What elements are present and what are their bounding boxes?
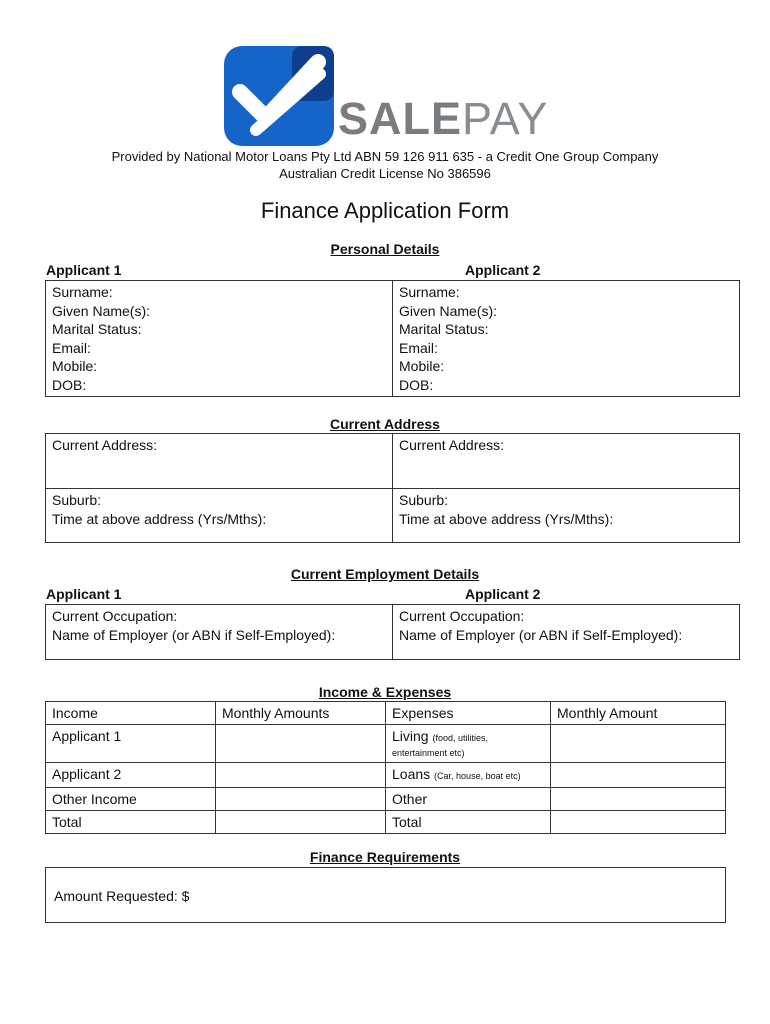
applicant-1-label: Applicant 1 xyxy=(46,262,122,278)
employment-table xyxy=(45,604,740,660)
surname-field: Surname: xyxy=(52,284,113,300)
applicant-1-address-field[interactable] xyxy=(46,434,393,489)
amount-requested-field[interactable] xyxy=(45,867,726,923)
provider-info xyxy=(0,148,770,182)
income-other-amount[interactable] xyxy=(216,788,386,811)
income-applicant-1-amount[interactable] xyxy=(216,725,386,763)
provider-line-2: Australian Credit License No 386596 xyxy=(279,166,491,181)
expenses-col-header: Expenses xyxy=(386,702,551,725)
monthly-amounts-col-header: Monthly Amounts xyxy=(216,702,386,725)
loans-note: (Car, house, boat etc) xyxy=(434,771,521,781)
given-names-field: Given Name(s): xyxy=(399,302,498,319)
applicant-2-address-field[interactable] xyxy=(393,434,740,489)
brand-wordmark xyxy=(338,93,549,144)
personal-details-heading: Personal Details xyxy=(330,241,440,257)
personal-details-table xyxy=(45,280,740,397)
applicant-1-employment[interactable] xyxy=(46,605,393,660)
income-expenses-table xyxy=(45,701,726,834)
expense-other-amount[interactable] xyxy=(551,788,726,811)
applicant-2-employment[interactable] xyxy=(393,605,740,660)
mobile-field: Mobile: xyxy=(399,358,445,374)
loans-label: Loans xyxy=(392,766,431,782)
suburb-label: Suburb: xyxy=(399,492,449,508)
expense-total-amount[interactable] xyxy=(551,811,726,834)
applicant-1-suburb-time[interactable] xyxy=(46,489,393,543)
income-applicant-1: Applicant 1 xyxy=(46,725,216,763)
marital-status-field: Marital Status: xyxy=(52,321,142,337)
suburb-label: Suburb: xyxy=(52,492,102,508)
email-field: Email: xyxy=(399,339,438,356)
provider-line-1: Provided by National Motor Loans Pty Ltd ABN 59 126 911 635 - a Credit One Group Company xyxy=(111,149,659,164)
occupation-label: Current Occupation: xyxy=(399,608,525,624)
email-field: Email: xyxy=(52,339,91,356)
income-total: Total xyxy=(46,811,216,834)
applicant-2-personal[interactable] xyxy=(393,281,740,397)
monthly-amount-col-header: Monthly Amount xyxy=(551,702,726,725)
expense-other: Other xyxy=(386,788,551,811)
expense-loans-amount[interactable] xyxy=(551,763,726,788)
mobile-field: Mobile: xyxy=(52,358,98,374)
marital-status-field: Marital Status: xyxy=(399,321,489,337)
income-col-header: Income xyxy=(46,702,216,725)
current-address-label: Current Address: xyxy=(399,437,505,453)
applicant-2-suburb-time[interactable] xyxy=(393,489,740,543)
dob-field: DOB: xyxy=(399,376,434,393)
time-at-address-label: Time at above address (Yrs/Mths): xyxy=(399,510,614,527)
surname-field: Surname: xyxy=(399,284,460,300)
living-note: (food, utilities, xyxy=(432,733,489,743)
expense-living xyxy=(386,725,551,763)
salepay-logo xyxy=(222,44,552,152)
income-other: Other Income xyxy=(46,788,216,811)
employment-applicant-2-label: Applicant 2 xyxy=(465,586,541,602)
current-address-table xyxy=(45,433,740,543)
current-address-heading: Current Address xyxy=(330,416,440,432)
check-mark-icon xyxy=(222,44,352,152)
employer-label: Name of Employer (or ABN if Self-Employed): xyxy=(399,626,683,643)
expense-total: Total xyxy=(386,811,551,834)
given-names-field: Given Name(s): xyxy=(52,302,151,319)
applicant-1-personal[interactable] xyxy=(46,281,393,397)
brand-pay: PAY xyxy=(462,93,549,144)
income-applicant-2-amount[interactable] xyxy=(216,763,386,788)
time-at-address-label: Time at above address (Yrs/Mths): xyxy=(52,510,267,527)
brand-sale: SALE xyxy=(338,93,463,144)
finance-requirements-heading: Finance Requirements xyxy=(309,849,461,865)
current-address-label: Current Address: xyxy=(52,437,158,453)
living-note-2: entertainment etc) xyxy=(392,748,465,758)
employment-applicant-1-label: Applicant 1 xyxy=(46,586,122,602)
dob-field: DOB: xyxy=(52,376,87,393)
occupation-label: Current Occupation: xyxy=(52,608,178,624)
expense-loans xyxy=(386,763,551,788)
amount-requested-label: Amount Requested: $ xyxy=(54,888,190,904)
living-label: Living xyxy=(392,728,429,744)
income-total-amount[interactable] xyxy=(216,811,386,834)
employment-heading: Current Employment Details xyxy=(290,566,480,582)
employer-label: Name of Employer (or ABN if Self-Employed): xyxy=(52,626,336,643)
form-title: Finance Application Form xyxy=(260,198,510,223)
income-expenses-heading: Income & Expenses xyxy=(318,684,452,700)
applicant-2-label: Applicant 2 xyxy=(465,262,541,278)
expense-living-amount[interactable] xyxy=(551,725,726,763)
income-applicant-2: Applicant 2 xyxy=(46,763,216,788)
